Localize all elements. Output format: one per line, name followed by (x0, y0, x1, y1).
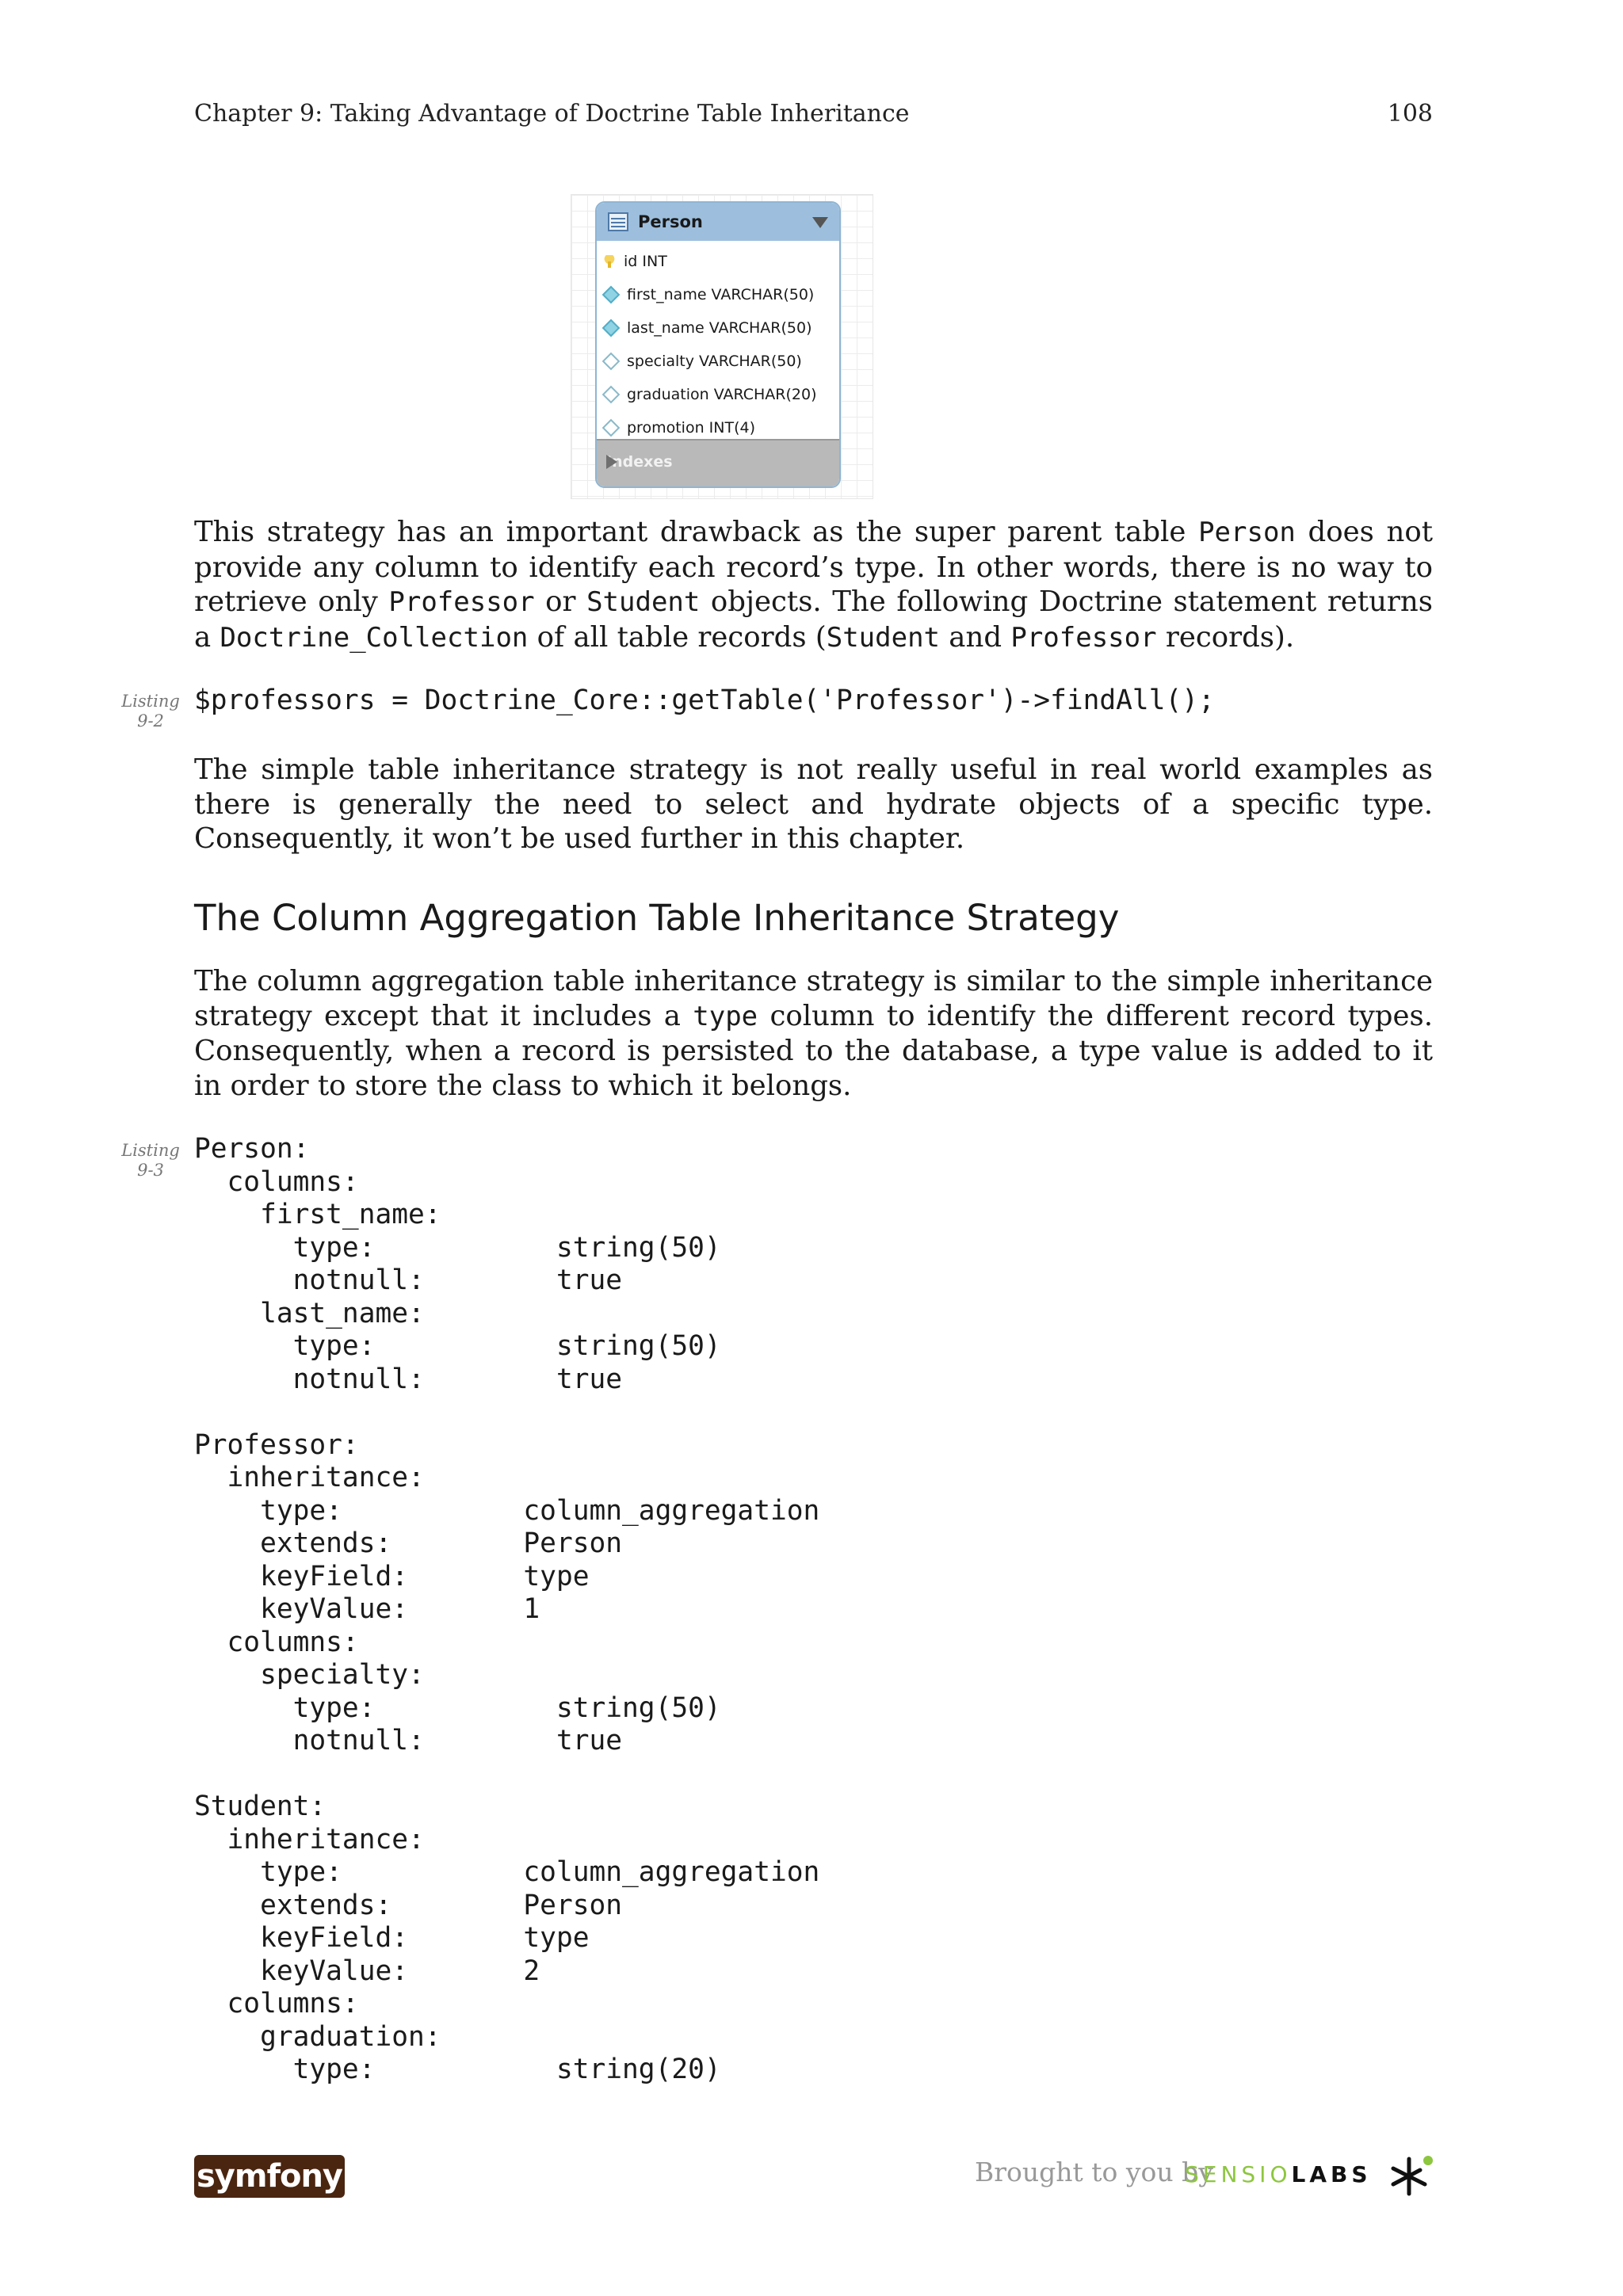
empty-diamond-icon (602, 353, 621, 371)
brought-to-you-text: Brought to you by (975, 2157, 1213, 2187)
collapse-triangle-icon (812, 217, 828, 228)
column-label: graduation VARCHAR(20) (627, 386, 817, 403)
expand-triangle-icon (606, 455, 617, 469)
table-columns (597, 241, 839, 436)
column-label: promotion INT(4) (627, 419, 755, 437)
page-header (194, 100, 1433, 132)
text-run: column to identify the different record types. Consequently, when a record is persisted to the database, a type value is added to it in order to store the class to which it belongs. (194, 999, 1434, 1102)
column-label: specialty VARCHAR(50) (627, 353, 802, 370)
person-table (595, 201, 841, 488)
symfony-logo (194, 2155, 345, 2198)
table-icon (608, 212, 628, 231)
empty-diamond-icon (602, 419, 621, 437)
listing-label-9-2 (119, 692, 182, 731)
text-run: does not provide any column to identify each record’s type. In other words, there is no way to retrieve only (194, 516, 1433, 618)
column-label: first_name VARCHAR(50) (627, 286, 815, 303)
indexes-label: Indexes (606, 453, 673, 471)
text-run: The column aggregation table inheritance strategy is similar to the simple inheritance strategy except that it includes a (194, 965, 1433, 1032)
logo-text: symfony (197, 2158, 342, 2195)
inline-code: type (693, 1000, 758, 1032)
code-listing-9-3: Person: columns: first_name: type: string(50) notnull: true last_name: type: string(50) notnull: true Professor: inheritance: type: column_aggregation extends: Person keyField: type keyValue: 1 columns: specialty: type: string(50) notnull: true Student: inheritance: type: column_aggregation extends: Person keyField: type keyValue: 2 columns: graduation: type: string(20) (194, 1133, 820, 2085)
section-heading: The Column Aggregation Table Inheritance Strategy (194, 897, 1120, 939)
inline-code: Doctrine_Collection (220, 621, 529, 654)
inline-code: Professor (388, 586, 535, 618)
brand-part-2: LABS (1291, 2161, 1372, 2187)
listing-label-9-3 (119, 1141, 182, 1180)
table-header (597, 203, 839, 241)
inline-code: Student (586, 586, 701, 618)
column-row (603, 312, 812, 344)
listing-word: Listing (121, 1141, 180, 1160)
person-table-diagram (571, 194, 873, 499)
text-run: This strategy has an important drawback as the super parent table (194, 516, 1199, 548)
chapter-title: Chapter 9: Taking Advantage of Doctrine Table Inheritance (194, 100, 910, 128)
listing-number: 9-3 (137, 1161, 164, 1180)
primary-key-icon (603, 255, 616, 268)
text-run: or (534, 585, 587, 618)
sensiolabs-wordmark (1185, 2161, 1372, 2187)
column-label: id INT (624, 253, 667, 270)
page-number: 108 (1387, 100, 1433, 128)
inline-code: Professor (1010, 621, 1157, 654)
column-row (603, 246, 667, 277)
filled-diamond-icon (602, 319, 621, 338)
paragraph-simple-strategy: The simple table inheritance strategy is not really useful in real world examples as there is generally the need to select and hydrate objects of a specific type. Consequently, it won’t be used further in this chapter. (194, 753, 1433, 855)
table-name: Person (638, 212, 703, 231)
code-listing-9-2: $professors = Doctrine_Core::getTable('Professor')->findAll(); (194, 685, 1215, 716)
text-run: and (940, 620, 1011, 654)
column-row (603, 379, 817, 410)
listing-number: 9-2 (137, 711, 164, 730)
text-run: objects. The following Doctrine statement returns a (194, 585, 1433, 654)
brand-part-1: SENSIO (1185, 2161, 1292, 2187)
indexes-section (597, 439, 839, 486)
paragraph-drawback (194, 515, 1433, 655)
column-row (603, 279, 814, 311)
filled-diamond-icon (602, 286, 621, 304)
column-label: last_name VARCHAR(50) (627, 319, 812, 337)
text-run: records). (1156, 620, 1295, 654)
inline-code: Student (826, 621, 941, 654)
listing-word: Listing (121, 692, 180, 711)
text-run: of all table records ( (528, 620, 827, 654)
column-row (603, 345, 802, 377)
sensiolabs-star-icon (1388, 2153, 1434, 2199)
paragraph-column-aggregation (194, 964, 1433, 1103)
inline-code: Person (1198, 517, 1296, 548)
empty-diamond-icon (602, 386, 621, 404)
